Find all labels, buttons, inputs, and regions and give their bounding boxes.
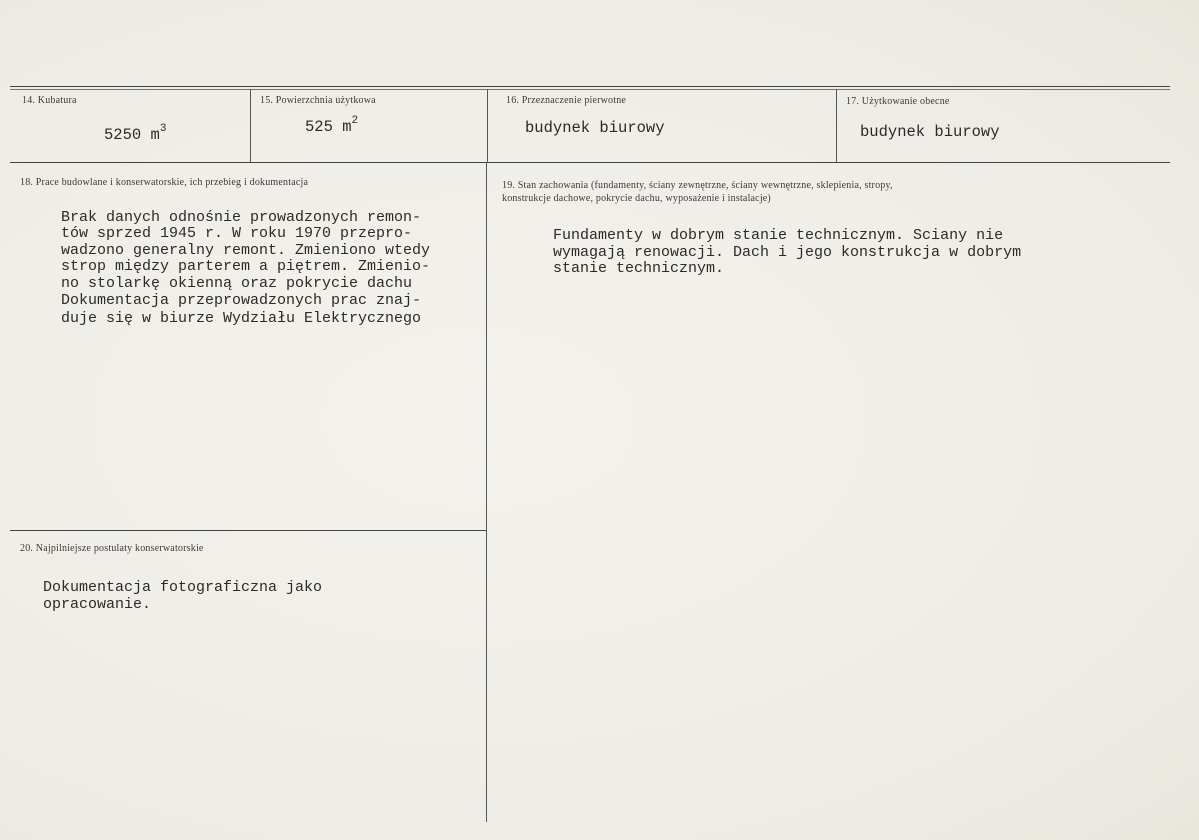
field-16-value: budynek biurowy xyxy=(525,119,665,137)
field-19-line: Fundamenty w dobrym stanie technicznym. Sciany nie xyxy=(553,227,1004,244)
field-14-value: 5250 $m^3$ xyxy=(104,123,167,145)
divider-16-17 xyxy=(836,89,837,162)
top-rule-inner xyxy=(10,89,1170,90)
field-18-line: tów sprzed 1945 r. W roku 1970 przepro- xyxy=(61,225,413,242)
field-18-line: strop między parterem a piętrem. Zmienio- xyxy=(61,258,431,275)
field-14-label: 14. Kubatura xyxy=(22,95,77,106)
field-15-label: 15. Powierzchnia użytkowa xyxy=(260,95,376,106)
field-20-line: Dokumentacja fotograficzna jako xyxy=(43,579,323,596)
field-17-value: budynek biurowy xyxy=(860,123,1000,141)
section-18-20-rule xyxy=(10,530,486,531)
field-15-value: 525 $m^2$ xyxy=(305,115,359,137)
field-18-line: duje się w biurze Wydziału Elektrycznego xyxy=(61,310,422,327)
top-rule xyxy=(10,86,1170,87)
field-18-label: 18. Prace budowlane i konserwatorskie, ich przebieg i dokumentacja xyxy=(20,177,309,188)
field-19-label: 19. Stan zachowania (fundamenty, ściany zewnętrzne, ściany wewnętrzne, sklepienia, stropy, xyxy=(502,180,893,191)
field-17-label: 17. Użytkowanie obecne xyxy=(846,96,950,107)
field-20-label: 20. Najpilniejsze postulaty konserwatorskie xyxy=(20,543,204,554)
field-19-line: stanie technicznym. xyxy=(553,260,725,277)
field-19-line: wymagają renowacji. Dach i jego konstrukcja w dobrym xyxy=(553,244,1022,261)
field-19-label-cont: konstrukcje dachowe, pokrycie dachu, wyposażenie i instalacje) xyxy=(502,193,771,204)
field-18-line: wadzono generalny remont. Zmieniono wtedy xyxy=(61,242,431,259)
field-18-line: no stolarkę okienną oraz pokrycie dachu xyxy=(61,275,413,292)
divider-14-15 xyxy=(250,89,251,162)
field-20-line: opracowanie. xyxy=(43,596,152,613)
main-column-divider xyxy=(486,162,487,822)
field-18-line: Dokumentacja przeprowadzonych prac znaj- xyxy=(61,292,422,309)
field-18-line: Brak danych odnośnie prowadzonych remon- xyxy=(61,209,422,226)
divider-15-16 xyxy=(487,89,488,162)
row1-bottom-rule xyxy=(10,162,1170,163)
field-16-label: 16. Przeznaczenie pierwotne xyxy=(506,95,627,106)
